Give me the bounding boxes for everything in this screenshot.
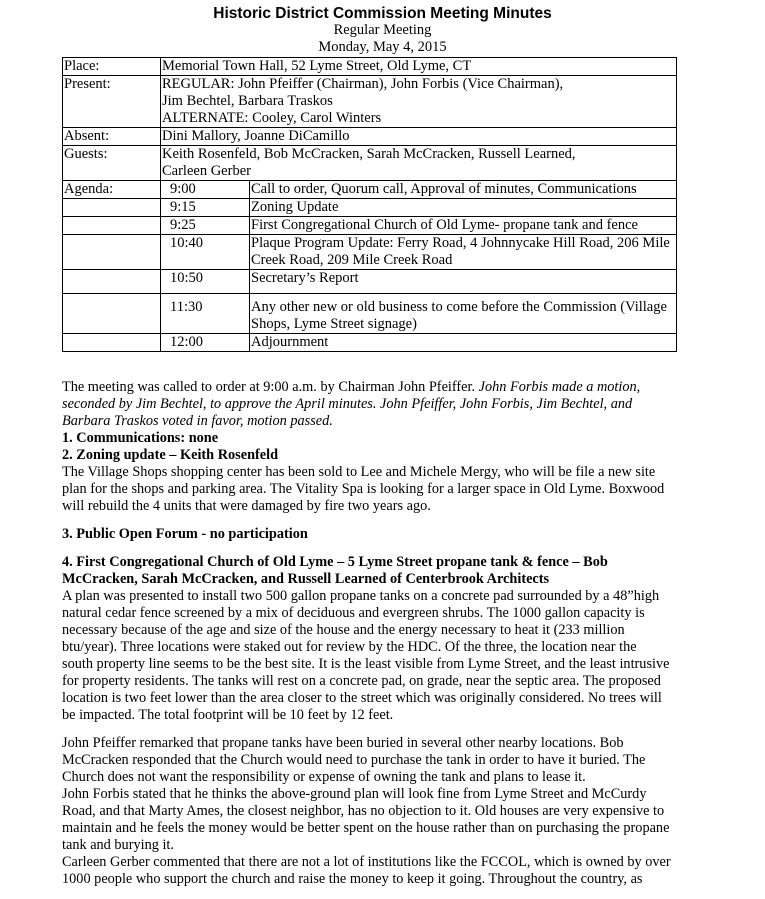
paragraph-line: John Pfeiffer remarked that propane tanks have been buried in several other nearby locations. Bob: [62, 735, 624, 751]
agenda-row: [63, 334, 677, 352]
agenda-item: Adjournment: [250, 334, 677, 352]
agenda-item-line: Shops, Lyme Street signage): [251, 316, 417, 332]
meeting-type: Regular Meeting: [333, 22, 432, 38]
agenda-row: [63, 270, 677, 294]
paragraph-line: will rebuild the 4 units that were damaged by fire two years ago.: [62, 498, 431, 514]
guests-label: Guests:: [63, 146, 161, 181]
section-heading: 1. Communications: [62, 430, 181, 446]
section-heading: [62, 554, 702, 588]
agenda-row: [63, 199, 677, 217]
gerber-paragraph: [62, 854, 702, 888]
agenda-row: [63, 217, 677, 235]
paragraph-line: 1000 people who support the church and raise the money to keep it going. Throughout the country, as: [62, 871, 643, 887]
agenda-item: [250, 294, 677, 334]
heading-line: McCracken, Sarah McCracken, and Russell Learned of Centerbrook Architects: [62, 571, 550, 587]
guests-line-1: Keith Rosenfeld, Bob McCracken, Sarah McCracken, Russell Learned,: [162, 146, 576, 162]
present-regular: REGULAR: John Pfeiffer (Chairman), John Forbis (Vice Chairman),: [162, 76, 564, 92]
agenda-item-line: Plaque Program Update: Ferry Road, 4 Johnnycake Hill Road, 206 Mile: [251, 235, 670, 251]
absent-value: Dini Mallory, Joanne DiCamillo: [161, 128, 677, 146]
forbis-paragraph: [62, 786, 702, 854]
paragraph-line: maintain and he feels the money would be better spent on the house rather than on purchasing the propane: [62, 820, 670, 836]
motion-text-3: Barbara Traskos voted in favor, motion passed.: [62, 413, 333, 429]
meeting-info-table: [62, 57, 677, 352]
agenda-item: Call to order, Quorum call, Approval of minutes, Communications: [250, 181, 677, 199]
document-title: Historic District Commission Meeting Minutes: [213, 5, 552, 22]
paragraph-line: Carleen Gerber commented that there are not a lot of institutions like the FCCOL, which is owned by over: [62, 854, 671, 870]
place-value: Memorial Town Hall, 52 Lyme Street, Old Lyme, CT: [161, 58, 677, 76]
agenda-row: [63, 294, 677, 334]
paragraph-line: tank and burying it.: [62, 837, 174, 853]
agenda-row: [63, 235, 677, 270]
present-row: [63, 76, 677, 128]
agenda-item: [250, 235, 677, 270]
present-regular-cont: Jim Bechtel, Barbara Traskos: [162, 93, 333, 109]
agenda-label: Agenda:: [63, 181, 161, 199]
motion-text-1: John Forbis made a motion,: [478, 379, 641, 395]
agenda-time: 9:25: [161, 217, 250, 235]
paragraph-line: McCracken responded that the Church would need to purchase the tank in order to have it buried. The: [62, 752, 646, 768]
absent-row: [63, 128, 677, 146]
opening-paragraph: [62, 379, 702, 430]
paragraph-line: south property line seems to be the best site. It is the least visible from Lyme Street, and the least intrusive: [62, 656, 670, 672]
agenda-time: 12:00: [161, 334, 250, 352]
paragraph-line: btu/year). Three locations were staked out for review by the HDC. Of the three, the location near the: [62, 639, 637, 655]
paragraph-line: Church does not want the responsibility or expense of owning the tank and plans to lease it.: [62, 769, 586, 785]
agenda-item: Zoning Update: [250, 199, 677, 217]
paragraph-line: plan for the shops and parking area. The Vitality Spa is looking for a larger space in Old Lyme. Boxwood: [62, 481, 665, 497]
place-row: [63, 58, 677, 76]
present-value: [161, 76, 677, 128]
guests-line-2: Carleen Gerber: [162, 163, 251, 179]
agenda-time: 10:40: [161, 235, 250, 270]
place-label: Place:: [63, 58, 161, 76]
section-heading-rest: : none: [180, 430, 219, 446]
paragraph-line: for property residents. The tanks will rest on a concrete pad, on grade, near the septic area. The proposed: [62, 673, 661, 689]
agenda-item: First Congregational Church of Old Lyme- propane tank and fence: [250, 217, 677, 235]
propane-paragraph: [62, 588, 702, 724]
agenda-row: [63, 181, 677, 199]
paragraph-line: The Village Shops shopping center has been sold to Lee and Michele Mergy, who will be file a new site: [62, 464, 656, 480]
opening-text: The meeting was called to order at 9:00 a.m. by Chairman John Pfeiffer.: [62, 379, 479, 395]
section-heading: 3. Public Open Forum - no participation: [62, 526, 308, 542]
guests-row: [63, 146, 677, 181]
agenda-time: 9:15: [161, 199, 250, 217]
section-communications: [62, 430, 702, 447]
minutes-body: [62, 379, 702, 888]
agenda-item: Secretary’s Report: [250, 270, 677, 294]
agenda-time: 11:30: [161, 294, 250, 334]
present-label: Present:: [63, 76, 161, 128]
paragraph-line: location is two feet lower than the area closer to the street which was originally considered. No trees will: [62, 690, 662, 706]
guests-value: [161, 146, 677, 181]
agenda-item-line: Any other new or old business to come before the Commission (Village: [251, 299, 667, 315]
paragraph-line: John Forbis stated that he thinks the above-ground plan will look fine from Lyme Street and McCurdy: [62, 786, 647, 802]
paragraph-line: natural cedar fence screened by a mix of deciduous and evergreen shrubs. The 1000 gallon capacity is: [62, 605, 645, 621]
agenda-time: 10:50: [161, 270, 250, 294]
motion-text-2: seconded by Jim Bechtel, to approve the April minutes. John Pfeiffer, John Forbis, Jim Bechtel, and: [62, 396, 633, 412]
meeting-date: Monday, May 4, 2015: [318, 39, 447, 55]
heading-line: 4. First Congregational Church of Old Lyme – 5 Lyme Street propane tank & fence – Bob: [62, 554, 608, 570]
section-heading: 2. Zoning update – Keith Rosenfeld: [62, 447, 279, 463]
paragraph-line: necessary because of the age and size of the house and the energy necessary to heat it (233 million: [62, 622, 625, 638]
agenda-time: 9:00: [161, 181, 250, 199]
pfeiffer-paragraph: [62, 735, 702, 786]
paragraph-line: A plan was presented to install two 500 gallon propane tanks on a concrete pad surrounded by a 48”high: [62, 588, 660, 604]
paragraph-line: be impacted. The total footprint will be 10 feet by 12 feet.: [62, 707, 394, 723]
present-alternate: ALTERNATE: Cooley, Carol Winters: [162, 110, 382, 126]
agenda-item-line: Creek Road, 209 Mile Creek Road: [251, 252, 453, 268]
paragraph-line: Road, and that Marty Ames, the closest neighbor, has no objection to it. Old houses are very expensive to: [62, 803, 665, 819]
absent-label: Absent:: [63, 128, 161, 146]
zoning-paragraph: [62, 464, 702, 515]
